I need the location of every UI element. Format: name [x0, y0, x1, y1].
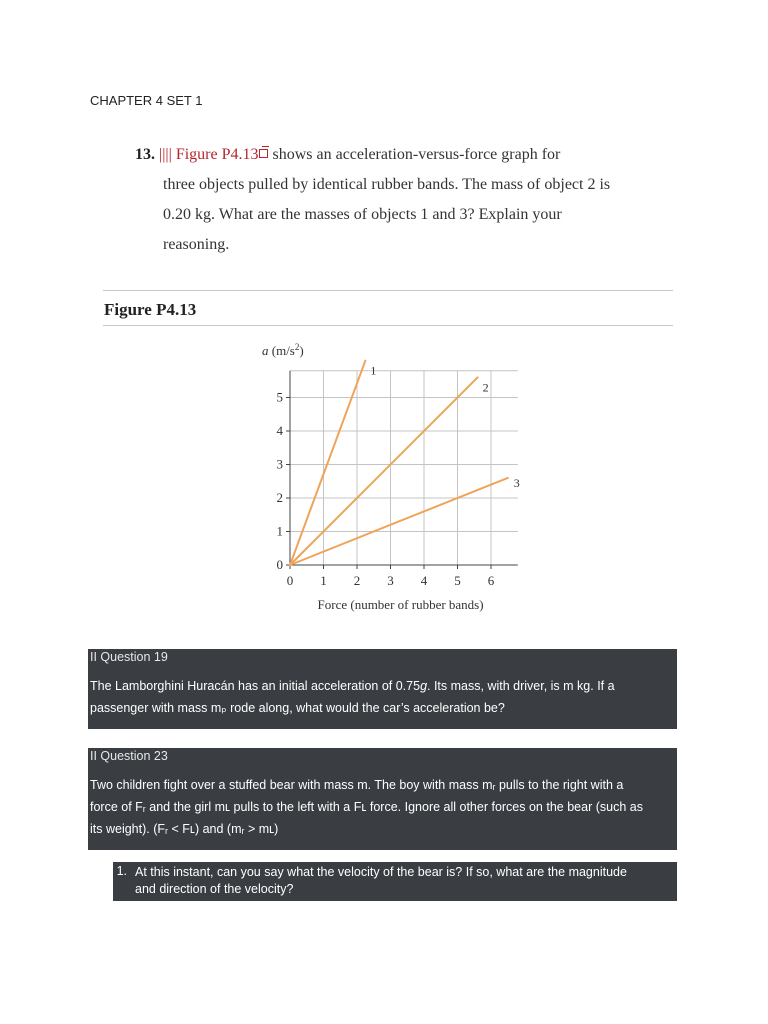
question-23-title: II Question 23 [90, 749, 168, 763]
figure-top-divider [103, 290, 673, 291]
series-label-1: 1 [370, 363, 377, 378]
question-19-box [88, 649, 677, 729]
question-19-text-b: . Its mass, with driver, is m kg. If a [427, 679, 615, 693]
y-tick-label: 3 [276, 456, 283, 472]
sub-question-list [113, 862, 677, 901]
y-axis-unit-close: ) [299, 343, 304, 358]
x-tick-label: 4 [420, 573, 428, 588]
question-23-body [88, 774, 677, 840]
chart-grid [290, 371, 518, 565]
external-link-icon[interactable] [259, 149, 268, 158]
question-23-box [88, 748, 677, 850]
x-tick-label: 6 [487, 573, 495, 588]
question-23-line-1: Two children fight over a stuffed bear with mass m. The boy with mass mᵣ pulls to the right with a [90, 778, 624, 792]
question-19-line-2: passenger with mass mₚ rode along, what would the car’s acceleration be? [90, 701, 505, 715]
problem-line-4: reasoning. [163, 236, 230, 253]
figure-link[interactable]: Figure P4.13 [175, 146, 259, 163]
figure-title: Figure P4.13 [104, 300, 197, 319]
x-tick-label: 0 [286, 573, 294, 588]
figure-title-divider [103, 325, 673, 326]
problem-line-3: 0.20 kg. What are the masses of objects 1 and 3? Explain your [163, 206, 562, 223]
x-tick-label: 3 [387, 573, 394, 588]
y-tick-label: 4 [276, 423, 283, 438]
question-19-line-1 [90, 679, 615, 693]
y-tick-label: 1 [276, 523, 283, 539]
question-23-line-2: force of Fᵣ and the girl mʟ pulls to the left with a Fʟ force. Ignore all other forces on the bear (such as [90, 800, 643, 814]
series-line-2 [290, 377, 478, 565]
y-tick-label: 2 [276, 490, 283, 505]
x-axis-label: Force (number of rubber bands) [317, 597, 484, 612]
question-19-body [88, 675, 677, 719]
x-tick-label: 1 [320, 573, 327, 588]
x-tick-label: 5 [454, 573, 461, 588]
difficulty-marker: |||| [159, 146, 172, 163]
problem-text-1: shows an acceleration-versus-force graph for [268, 146, 561, 163]
problem-13 [135, 140, 695, 260]
problem-number: 13. [135, 146, 155, 163]
y-tick-label: 5 [276, 389, 283, 405]
series-label-2: 2 [482, 380, 489, 395]
series-line-3 [290, 478, 508, 565]
chapter-heading: CHAPTER 4 SET 1 [90, 93, 203, 108]
sub-question-line-2: and direction of the velocity? [135, 882, 294, 896]
problem-line-2: three objects pulled by identical rubber bands. The mass of object 2 is [163, 176, 611, 193]
question-19-title: II Question 19 [90, 650, 168, 664]
question-23-line-3: its weight). (Fᵣ < Fʟ) and (mᵣ > mʟ) [90, 822, 279, 836]
list-item-marker: 1. [116, 864, 127, 878]
problem-line-1 [135, 140, 695, 170]
series-label-3: 3 [513, 475, 520, 490]
question-19-g-unit: g [420, 679, 428, 693]
list-item [135, 864, 665, 898]
y-axis-unit-sup: 2 [294, 342, 300, 352]
sub-question-line-1: At this instant, can you say what the velocity of the bear is? If so, what are the magnitude [135, 865, 627, 879]
chart-series [290, 361, 520, 565]
acceleration-force-chart [250, 335, 540, 620]
x-tick-label: 2 [353, 573, 361, 588]
y-axis-var: a [262, 343, 269, 358]
y-axis-label [262, 342, 304, 358]
y-axis-unit: (m/s [268, 343, 295, 358]
y-tick-label: 0 [276, 557, 283, 572]
question-19-text-a: The Lamborghini Huracán has an initial acceleration of 0.75 [90, 679, 421, 693]
series-line-1 [290, 361, 365, 565]
